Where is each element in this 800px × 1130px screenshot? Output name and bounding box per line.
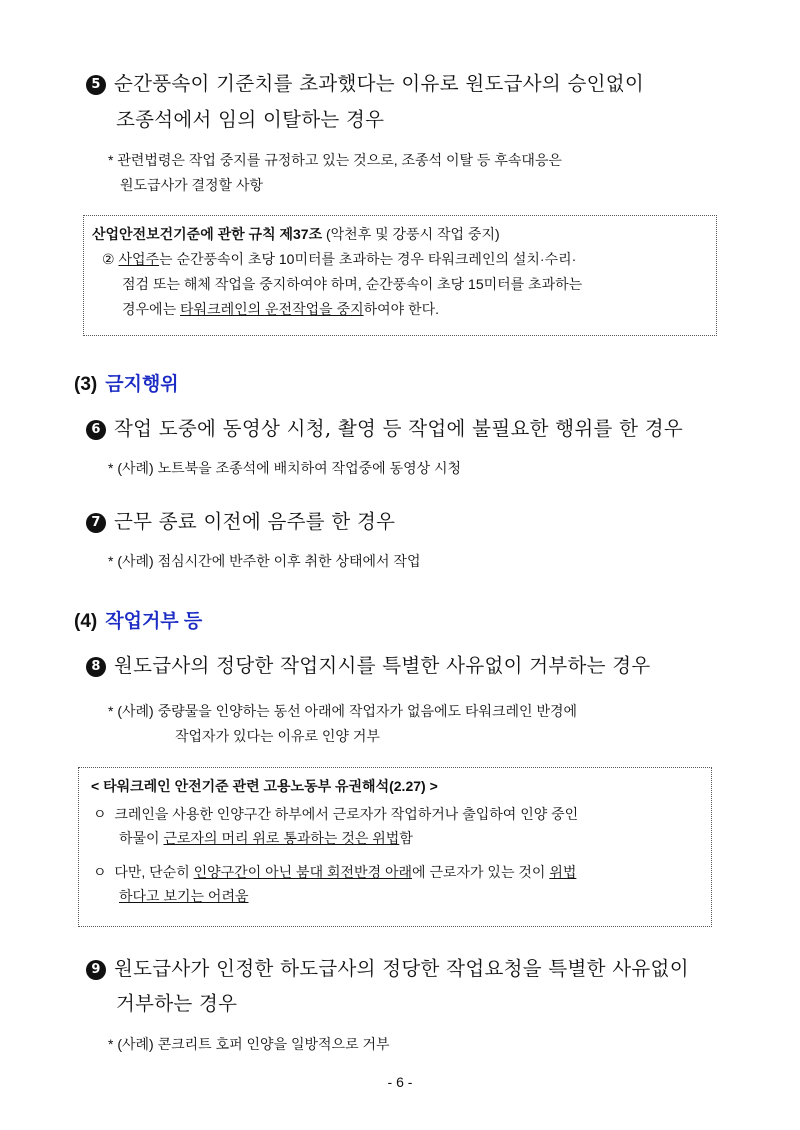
section-4-heading: (4) 작업거부 등	[74, 611, 203, 632]
item-9-line2: 거부하는 경우	[116, 992, 238, 1015]
interpretation-bullet1-line1: ㅇ 크레인을 사용한 인양구간 하부에서 근로자가 작업하거나 출입하여 인양 중인	[93, 806, 579, 822]
regulation-text-line1: ② 사업주는 순간풍속이 초당 10미터를 초과하는 경우 타워크레인의 설치·수리·	[102, 251, 577, 267]
note-6: * (사례) 노트북을 조종석에 배치하여 작업중에 동영상 시청	[108, 460, 462, 476]
note-7: * (사례) 점심시간에 반주한 이후 취한 상태에서 작업	[108, 553, 421, 569]
note-9: * (사례) 콘크리트 호퍼 인양을 일방적으로 거부	[108, 1036, 390, 1052]
regulation-title: 산업안전보건기준에 관한 규칙 제37조 (악천후 및 강풍시 작업 중지)	[92, 226, 500, 242]
regulation-text-line3: 경우에는 타워크레인의 운전작업을 중지하여야 한다.	[122, 301, 439, 317]
note-8-line2: 작업자가 있다는 이유로 인양 거부	[175, 728, 380, 744]
number-badge-icon: 6	[86, 420, 106, 440]
number-badge-icon: 9	[86, 960, 106, 980]
section-3-heading: (3) 금지행위	[74, 374, 179, 395]
interpretation-bullet2-line1: ㅇ 다만, 단순히 인양구간이 아닌 붐대 회전반경 아래에 근로자가 있는 것이 위법	[93, 864, 577, 880]
interpretation-bullet1-line2: 하물이 근로자의 머리 위로 통과하는 것은 위법함	[119, 830, 413, 846]
item-6: 6 작업 도중에 동영상 시청, 촬영 등 작업에 불필요한 행위를 한 경우	[86, 411, 683, 447]
interpretation-bullet2-line2: 하다고 보기는 어려움	[119, 888, 249, 904]
interpretation-title: < 타워크레인 안전기준 관련 고용노동부 유권해석(2.27) >	[91, 778, 438, 794]
item-7: 7 근무 종료 이전에 음주를 한 경우	[86, 504, 395, 540]
regulation-box	[83, 215, 717, 336]
item-5-line1: 순간풍속이 기준치를 초과했다는 이유로 원도급사의 승인없이	[114, 72, 645, 95]
interpretation-box	[78, 767, 712, 927]
note-8-line1: * (사례) 중량물을 인양하는 동선 아래에 작업자가 없음에도 타워크레인 반경에	[108, 703, 578, 719]
item-5-line2: 조종석에서 임의 이탈하는 경우	[116, 108, 385, 131]
item-9: 9 원도급사가 인정한 하도급사의 정당한 작업요청을 특별한 사유없이	[86, 951, 689, 987]
item-5	[86, 66, 644, 102]
number-badge-icon: 5	[86, 75, 106, 95]
number-badge-icon: 7	[86, 513, 106, 533]
number-badge-icon: 8	[86, 657, 106, 677]
note-5-line2: 원도급사가 결정할 사항	[120, 177, 264, 193]
note-5-line1: * 관련법령은 작업 중지를 규정하고 있는 것으로, 조종석 이탈 등 후속대응은	[108, 152, 562, 168]
regulation-text-line2: 점검 또는 해체 작업을 중지하여야 하며, 순간풍속이 초당 15미터를 초과하는	[122, 276, 583, 292]
page-number: - 6 -	[387, 1074, 413, 1090]
item-8: 8 원도급사의 정당한 작업지시를 특별한 사유없이 거부하는 경우	[86, 648, 651, 684]
